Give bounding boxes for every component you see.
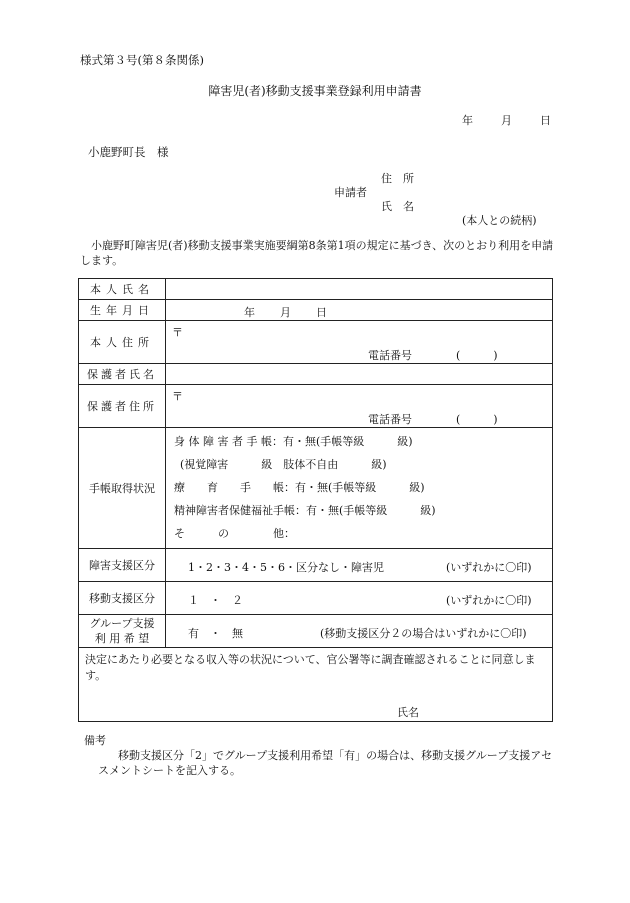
- relation-label: (本人との続柄): [462, 214, 537, 227]
- person-name-field[interactable]: [166, 279, 553, 300]
- disability-class-field[interactable]: [166, 549, 553, 582]
- handbook-other-line: そ の 他：: [174, 527, 295, 540]
- phone-parens: ( ): [456, 349, 498, 362]
- date-line: [462, 112, 551, 128]
- handbook-label: 手帳取得状況: [79, 428, 166, 549]
- birth-year-label: 年: [244, 306, 255, 319]
- guardian-address-field[interactable]: [166, 385, 553, 428]
- phone-label: 電話番号: [368, 349, 412, 362]
- document-title: 障害児(者)移動支援事業登録利用申請書: [208, 84, 422, 98]
- group-support-label-line2: 利 用 希 望: [94, 632, 150, 645]
- group-support-label: [79, 615, 166, 648]
- intro-paragraph: 小鹿野町障害児(者)移動支援事業実施要綱第8条第1項の規定に基づき、次のとおり利用を申請します。: [80, 239, 554, 267]
- guardian-postal-mark: 〒: [172, 390, 183, 403]
- guardian-phone-parens: ( ): [456, 413, 498, 426]
- notes-heading: 備考: [84, 734, 106, 747]
- application-table: [78, 278, 553, 722]
- guardian-name-field[interactable]: [166, 364, 553, 385]
- guardian-name-label: 保護者氏名: [79, 364, 166, 385]
- postal-mark: 〒: [172, 326, 183, 339]
- mobility-class-note: (いずれかに〇印): [446, 594, 532, 607]
- applicant-name-label: 氏 名: [381, 200, 414, 213]
- person-name-label: 本人氏名: [79, 279, 166, 300]
- guardian-phone-label: 電話番号: [368, 413, 412, 426]
- handbook-field[interactable]: [166, 428, 553, 549]
- consent-cell[interactable]: [79, 648, 553, 722]
- handbook-physical-detail-line: (視覚障害 級 肢体不自由 級): [180, 458, 387, 471]
- mobility-class-label: 移動支援区分: [79, 582, 166, 615]
- mobility-class-field[interactable]: [166, 582, 553, 615]
- disability-class-label: 障害支援区分: [79, 549, 166, 582]
- form-number: 様式第３号(第８条関係): [80, 53, 204, 67]
- consent-name-label: 氏名: [397, 706, 419, 719]
- consent-text: 決定にあたり必要となる収入等の状況について、官公署等に調査確認されることに同意します。: [85, 653, 536, 682]
- mobility-class-options: １ ・ ２: [188, 594, 243, 607]
- birthdate-field[interactable]: [166, 300, 553, 321]
- birth-day-label: 日: [316, 306, 327, 319]
- person-address-label: 本人住所: [79, 321, 166, 364]
- applicant-address-label: 住 所: [381, 172, 414, 185]
- date-year: 年: [462, 114, 473, 127]
- birthdate-label: 生年月日: [79, 300, 166, 321]
- notes-body: 移動支援区分「2」でグループ支援利用希望「有」の場合は、移動支援グループ支援アセスメントシートを記入する。: [98, 749, 553, 777]
- handbook-nurture-line: 療 育 手 帳：有・無(手帳等級 級): [174, 481, 425, 494]
- disability-class-options: 1・2・3・4・5・6・区分なし・障害児: [188, 561, 384, 574]
- disability-class-note: (いずれかに〇印): [446, 561, 532, 574]
- birth-month-label: 月: [280, 306, 291, 319]
- group-support-options: 有 ・ 無: [188, 627, 243, 640]
- date-month: 月: [501, 114, 512, 127]
- handbook-mental-line: 精神障害者保健福祉手帳：有・無(手帳等級 級): [174, 504, 436, 517]
- guardian-address-label: 保護者住所: [79, 385, 166, 428]
- group-support-field[interactable]: [166, 615, 553, 648]
- group-support-note: (移動支援区分２の場合はいずれかに〇印): [320, 627, 527, 640]
- group-support-label-line1: グループ支援: [89, 617, 155, 630]
- person-address-field[interactable]: [166, 321, 553, 364]
- date-day: 日: [540, 114, 551, 127]
- applicant-role-label: 申請者: [334, 186, 367, 199]
- addressee: 小鹿野町長 様: [88, 145, 169, 159]
- handbook-physical-line: 身 体 障 害 者 手 帳：有・無(手帳等級 級): [174, 435, 413, 448]
